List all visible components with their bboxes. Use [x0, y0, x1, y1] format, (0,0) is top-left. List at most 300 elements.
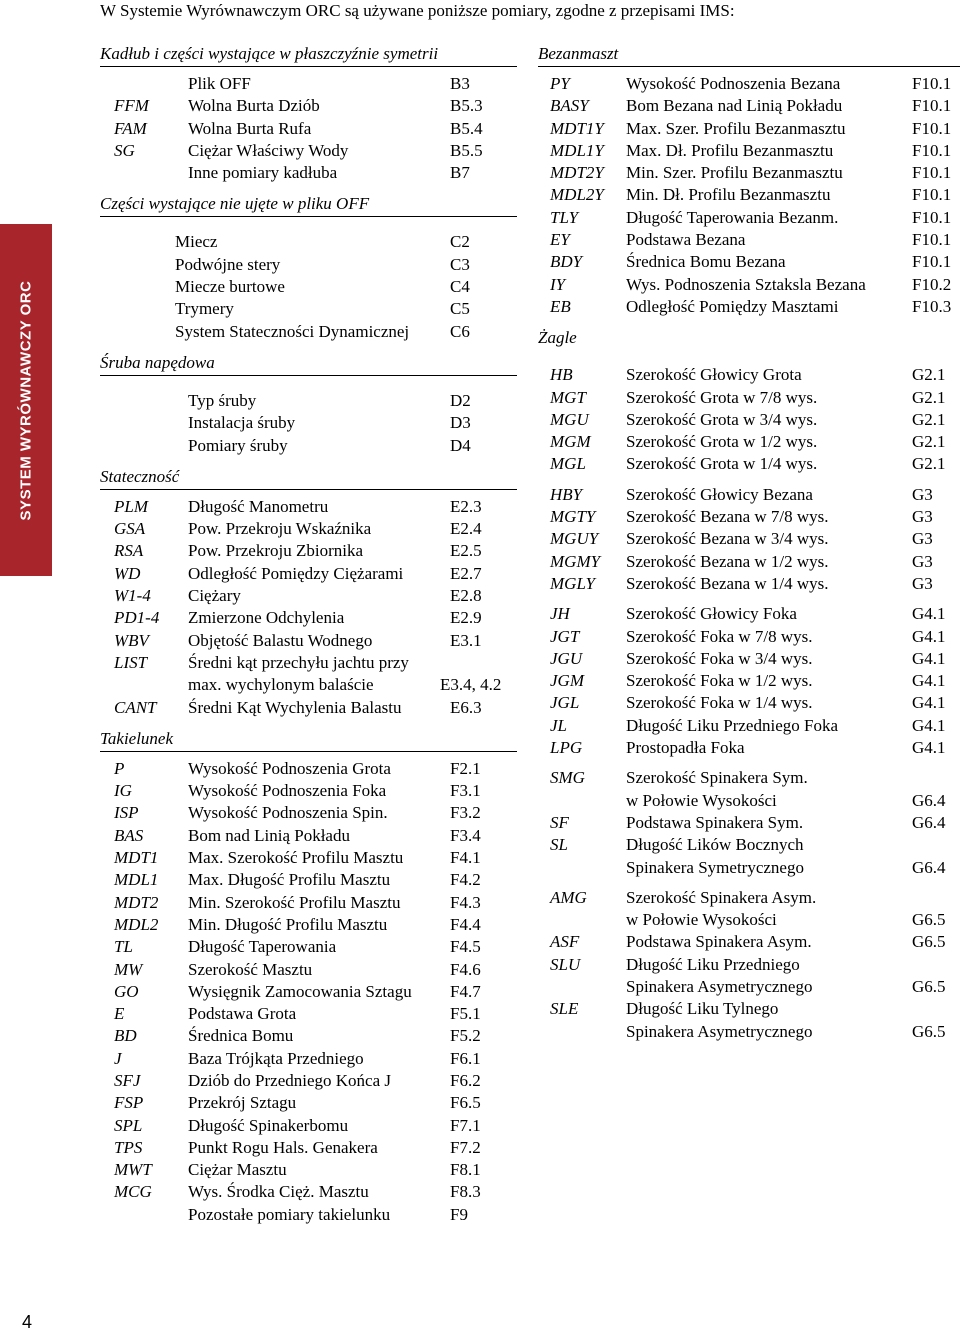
measurement-name: Długość Taperowania Bezanm. — [626, 207, 839, 227]
table-row — [100, 981, 517, 1003]
measurement-name: Wolna Burta Dziób — [188, 96, 320, 116]
table-row — [538, 506, 960, 528]
page-number: 4 — [22, 1312, 33, 1332]
table-row — [538, 364, 960, 386]
rule-reference: E2.4 — [450, 519, 482, 539]
measurement-name: Szerokość Grota w 7/8 wys. — [626, 387, 818, 407]
measurement-name: Wys. Środka Cięż. Masztu — [188, 1182, 369, 1202]
rule-reference: F6.2 — [450, 1070, 481, 1090]
rule-reference: C2 — [450, 232, 470, 252]
table-row — [538, 184, 960, 206]
measurement-name: Spinakera Symetrycznego — [626, 857, 804, 877]
table-row — [538, 812, 960, 834]
table-row — [538, 1021, 960, 1043]
table-row — [538, 409, 960, 431]
measurement-code: BAS — [114, 825, 144, 845]
rule-reference: G6.5 — [912, 910, 946, 930]
table-row — [538, 976, 960, 998]
rule-reference: F8.3 — [450, 1182, 481, 1202]
rule-reference: F7.2 — [450, 1137, 481, 1157]
rule-reference: D3 — [450, 413, 471, 433]
section-title: Bezanmaszt — [538, 42, 960, 67]
measurement-name: Wysięgnik Zamocowania Sztagu — [188, 981, 412, 1001]
rule-reference: G3 — [912, 573, 933, 593]
measurement-name: Szerokość Bezana w 1/2 wys. — [626, 551, 829, 571]
rule-reference: G6.4 — [912, 790, 946, 810]
measurement-code: P — [114, 758, 125, 778]
table-row — [100, 1159, 517, 1181]
measurement-name: Szerokość Masztu — [188, 959, 313, 979]
measurement-code: BASY — [550, 96, 589, 116]
table-row — [100, 697, 517, 719]
table-row — [538, 670, 960, 692]
table-row — [538, 73, 960, 95]
measurement-name: Pow. Przekroju Zbiornika — [188, 541, 364, 561]
table-row — [538, 692, 960, 714]
measurement-name: Szerokość Foka w 7/8 wys. — [626, 626, 813, 646]
rule-reference: C6 — [450, 321, 470, 341]
rule-reference: E2.8 — [450, 586, 482, 606]
table-row — [538, 648, 960, 670]
table-row — [538, 431, 960, 453]
table-row — [100, 758, 517, 780]
section-title: Żagle — [538, 328, 577, 348]
measurement-code: SLU — [550, 954, 581, 974]
table-row — [100, 674, 517, 696]
rule-reference: G2.1 — [912, 387, 946, 407]
rule-reference: F10.1 — [912, 163, 952, 183]
spacer — [538, 759, 960, 767]
rule-reference: G2.1 — [912, 432, 946, 452]
measurement-name: Ciężary — [188, 586, 241, 606]
measurement-code: RSA — [114, 541, 144, 561]
measurement-name: w Połowie Wysokości — [626, 910, 777, 930]
measurement-name: Wysokość Podnoszenia Bezana — [626, 74, 841, 93]
table-row — [538, 207, 960, 229]
rule-reference: F7.1 — [450, 1115, 481, 1135]
rule-reference: F5.1 — [450, 1004, 481, 1024]
table-row — [538, 296, 960, 318]
rule-reference: G4.1 — [912, 648, 946, 668]
measurement-code: CANT — [114, 697, 157, 717]
rule-reference: F4.3 — [450, 892, 481, 912]
measurement-name: Max. Szerokość Profilu Masztu — [188, 848, 404, 868]
measurement-name: Podstawa Spinakera Asym. — [626, 932, 812, 952]
rule-reference: F3.2 — [450, 803, 481, 823]
rule-reference: F10.1 — [912, 140, 952, 160]
measurement-name: Szerokość Bezana w 1/4 wys. — [626, 573, 829, 593]
table-row — [538, 140, 960, 162]
rule-reference: E2.9 — [450, 608, 482, 628]
rule-reference: B5.5 — [450, 140, 483, 160]
measurement-code: EY — [550, 230, 570, 250]
rule-reference: G3 — [912, 551, 933, 571]
measurement-name: Długość Liku Przedniego Foka — [626, 715, 838, 735]
measurement-code: MGTY — [550, 507, 596, 527]
side-tab — [0, 224, 52, 576]
rule-reference: F10.1 — [912, 96, 952, 116]
measurement-code: HBY — [550, 484, 583, 504]
measurement-name: Pomiary śruby — [188, 435, 288, 455]
side-tab-label: SYSTEM WYRÓWNAWCZY ORC — [17, 280, 35, 520]
table-row — [100, 435, 517, 457]
measurement-name: Wysokość Podnoszenia Grota — [188, 758, 391, 778]
rule-reference: F4.6 — [450, 959, 481, 979]
measurement-name: Długość Manometru — [188, 496, 329, 516]
table-row — [538, 229, 960, 251]
measurement-name: Spinakera Asymetrycznego — [626, 976, 813, 996]
rule-reference: G4.1 — [912, 738, 946, 758]
table-row — [100, 518, 517, 540]
spacer — [100, 457, 517, 465]
rule-reference: F9 — [450, 1204, 468, 1224]
rule-reference: F10.1 — [912, 74, 952, 93]
table-row — [538, 573, 960, 595]
measurement-name: Szerokość Grota w 3/4 wys. — [626, 409, 818, 429]
rule-reference: F10.3 — [912, 296, 952, 316]
rule-reference: D4 — [450, 435, 471, 455]
table-row — [100, 298, 517, 320]
measurement-code: JGT — [550, 626, 580, 646]
rule-reference: F4.4 — [450, 914, 481, 934]
measurement-name: Długość Taperowania — [188, 937, 337, 957]
table-row — [538, 715, 960, 737]
spacer — [100, 343, 517, 351]
measurement-code: WBV — [114, 630, 149, 650]
measurement-code: JL — [550, 715, 567, 735]
table-row — [538, 118, 960, 140]
measurement-name: max. wychylonym balaście — [188, 675, 374, 695]
spacer — [100, 719, 517, 727]
rule-reference: F4.7 — [450, 981, 481, 1001]
measurement-code: SMG — [550, 768, 585, 788]
table-row — [100, 140, 517, 162]
table-row — [100, 869, 517, 891]
table-row — [100, 1115, 517, 1137]
measurement-name: w Połowie Wysokości — [626, 790, 777, 810]
measurement-name: Zmierzone Odchylenia — [188, 608, 345, 628]
measurement-name: Przekrój Sztagu — [188, 1093, 297, 1113]
rule-reference: F3.4 — [450, 825, 481, 845]
measurement-name: Długość Liku Przedniego — [626, 954, 800, 974]
measurement-code: JGU — [550, 648, 583, 668]
measurement-name: Odległość Pomiędzy Ciężarami — [188, 563, 404, 583]
measurement-code: PY — [550, 74, 570, 93]
section-title: Kadłub i części wystające w płaszczyźnie symetrii — [100, 42, 517, 67]
measurement-name: Miecz — [175, 232, 218, 252]
measurement-code: SG — [114, 140, 135, 160]
measurement-code: TLY — [550, 207, 579, 227]
table-row — [100, 321, 517, 343]
measurement-code: FAM — [114, 118, 147, 138]
measurement-name: Średnica Bomu Bezana — [626, 252, 786, 272]
measurement-name: Typ śruby — [188, 390, 257, 410]
rule-reference: E2.5 — [450, 541, 482, 561]
table-row — [100, 652, 517, 674]
spacer — [538, 356, 960, 364]
table-row — [100, 780, 517, 802]
measurement-name: Średnica Bomu — [188, 1026, 294, 1046]
table-row — [100, 607, 517, 629]
rule-reference: E3.4, 4.2 — [440, 675, 502, 695]
measurement-name: Średni Kąt Wychylenia Balastu — [188, 697, 402, 717]
measurement-name: Szerokość Foka w 3/4 wys. — [626, 648, 813, 668]
measurement-code: MGM — [550, 432, 591, 452]
measurement-name: Szerokość Bezana w 7/8 wys. — [626, 507, 829, 527]
measurement-code: TPS — [114, 1137, 143, 1157]
table-row — [100, 1025, 517, 1047]
measurement-code: MDL2Y — [550, 185, 604, 205]
rule-reference: E2.3 — [450, 496, 482, 516]
measurement-name: Max. Długość Profilu Masztu — [188, 870, 391, 890]
measurement-name: Podstawa Bezana — [626, 230, 746, 250]
table-row — [100, 1204, 517, 1226]
table-row — [538, 551, 960, 573]
measurement-name: Podstawa Spinakera Sym. — [626, 812, 804, 832]
rule-reference: F10.1 — [912, 230, 952, 250]
measurement-name: Dziób do Przedniego Końca J — [188, 1070, 392, 1090]
measurement-name: Szerokość Grota w 1/4 wys. — [626, 454, 818, 474]
measurement-code: EB — [550, 296, 571, 316]
measurement-code: TL — [114, 937, 133, 957]
table-row — [538, 857, 960, 879]
measurement-name: Szerokość Foka w 1/4 wys. — [626, 693, 813, 713]
measurement-name: Wysokość Podnoszenia Spin. — [188, 803, 388, 823]
table-row — [100, 1048, 517, 1070]
measurement-name: Szerokość Bezana w 3/4 wys. — [626, 529, 829, 549]
table-row — [100, 390, 517, 412]
table-row — [538, 954, 960, 976]
measurement-name: Ciężar Masztu — [188, 1160, 287, 1180]
measurement-code: E — [114, 1004, 125, 1024]
measurement-code: MCG — [114, 1182, 152, 1202]
measurement-name: Baza Trójkąta Przedniego — [188, 1048, 364, 1068]
measurement-name: Szerokość Spinakera Asym. — [626, 887, 817, 907]
rule-reference: G2.1 — [912, 454, 946, 474]
spacer — [538, 595, 960, 603]
rule-reference: F4.1 — [450, 848, 481, 868]
spacer — [100, 223, 517, 231]
right-column — [538, 42, 960, 1043]
table-row — [100, 412, 517, 434]
measurement-code: MGU — [550, 409, 589, 429]
section-title: Takielunek — [100, 727, 517, 752]
measurement-name: Bom Bezana nad Linią Pokładu — [626, 96, 843, 116]
measurement-name: Instalacja śruby — [188, 413, 296, 433]
measurement-name: Średni kąt przechyłu jachtu przy — [188, 652, 409, 672]
rule-reference: G2.1 — [912, 409, 946, 429]
measurement-code: JGL — [550, 693, 580, 713]
table-row — [100, 118, 517, 140]
measurement-code: SPL — [114, 1115, 143, 1135]
rule-reference: C4 — [450, 277, 470, 297]
measurement-code: GSA — [114, 519, 146, 539]
measurement-name: Szerokość Głowicy Foka — [626, 604, 797, 624]
table-row — [100, 162, 517, 184]
measurement-name: Trymery — [175, 299, 234, 319]
measurement-code: MDT1Y — [550, 118, 604, 138]
rule-reference: E6.3 — [450, 697, 482, 717]
measurement-code: JGM — [550, 671, 584, 691]
measurement-code: SFJ — [114, 1070, 141, 1090]
section-title: Stateczność — [100, 465, 517, 490]
rule-reference: F10.1 — [912, 118, 952, 138]
measurement-code: FSP — [114, 1093, 144, 1113]
measurement-code: MDL1 — [114, 870, 159, 890]
table-row — [100, 540, 517, 562]
measurement-name: Długość Liku Tylnego — [626, 999, 779, 1019]
measurement-name: Prostopadła Foka — [626, 738, 745, 758]
measurement-code: BDY — [550, 252, 583, 272]
measurement-code: MDT2 — [114, 892, 159, 912]
rule-reference: G4.1 — [912, 715, 946, 735]
measurement-name: Objętość Balastu Wodnego — [188, 630, 373, 650]
table-row — [538, 767, 960, 789]
rule-reference: F10.2 — [912, 274, 952, 294]
measurement-code: MWT — [114, 1160, 152, 1180]
table-row — [538, 834, 960, 856]
measurement-name: System Stateczności Dynamicznej — [175, 321, 410, 341]
measurement-name: Wys. Podnoszenia Sztaksla Bezana — [626, 274, 866, 294]
measurement-code: WD — [114, 563, 141, 583]
table-row — [100, 802, 517, 824]
rule-reference: F3.1 — [450, 781, 481, 801]
rule-reference: D2 — [450, 390, 471, 410]
measurement-name: Szerokość Grota w 1/2 wys. — [626, 432, 818, 452]
table-row — [100, 585, 517, 607]
table-row — [538, 998, 960, 1020]
measurement-name: Szerokość Spinakera Sym. — [626, 768, 808, 788]
table-row — [100, 276, 517, 298]
rule-reference: G6.4 — [912, 812, 946, 832]
measurement-code: J — [114, 1048, 122, 1068]
measurement-code: BD — [114, 1026, 137, 1046]
rule-reference: C3 — [450, 254, 470, 274]
table-row — [100, 825, 517, 847]
measurement-code: MGUY — [550, 529, 599, 549]
rule-reference: F4.5 — [450, 937, 481, 957]
table-row — [538, 387, 960, 409]
table-row — [100, 1003, 517, 1025]
measurement-name: Min. Szerokość Profilu Masztu — [188, 892, 401, 912]
spacer — [100, 184, 517, 192]
measurement-code: MW — [114, 959, 143, 979]
rule-reference: G6.5 — [912, 1021, 946, 1041]
measurement-code: MGMY — [550, 551, 601, 571]
measurement-code: MGLY — [550, 573, 596, 593]
measurement-code: PD1-4 — [114, 608, 160, 628]
measurement-name: Max. Szer. Profilu Bezanmasztu — [626, 118, 846, 138]
rule-reference: G4.1 — [912, 693, 946, 713]
intro-text: W Systemie Wyrównawczym ORC są używane poniższe pomiary, zgodne z przepisami IMS: — [100, 1, 735, 20]
rule-reference: F6.5 — [450, 1093, 481, 1113]
measurement-code: MGT — [550, 387, 586, 407]
measurement-name: Pow. Przekroju Wskaźnika — [188, 519, 372, 539]
rule-reference: F6.1 — [450, 1048, 481, 1068]
measurement-name: Długość Spinakerbomu — [188, 1115, 349, 1135]
table-row — [100, 847, 517, 869]
spacer — [538, 318, 960, 326]
rule-reference: E2.7 — [450, 563, 482, 583]
rule-reference: G2.1 — [912, 365, 946, 385]
table-row — [538, 528, 960, 550]
table-row — [100, 630, 517, 652]
measurement-code: JH — [550, 604, 570, 624]
table-row — [538, 931, 960, 953]
table-row — [100, 1092, 517, 1114]
measurement-code: MDT2Y — [550, 163, 604, 183]
table-row — [538, 453, 960, 475]
measurement-code: HB — [550, 365, 573, 385]
table-row — [100, 1070, 517, 1092]
spacer — [538, 476, 960, 484]
table-row — [538, 484, 960, 506]
measurement-name: Miecze burtowe — [175, 277, 285, 297]
table-row — [100, 892, 517, 914]
table-row — [100, 959, 517, 981]
spacer — [538, 879, 960, 887]
measurement-name: Min. Dł. Profilu Bezanmasztu — [626, 185, 831, 205]
table-row — [100, 496, 517, 518]
rule-reference: B7 — [450, 163, 470, 183]
measurement-code: IY — [550, 274, 566, 294]
table-row — [100, 936, 517, 958]
measurement-code: AMG — [550, 887, 587, 907]
measurement-name: Pozostałe pomiary takielunku — [188, 1204, 391, 1224]
rule-reference: G6.5 — [912, 932, 946, 952]
measurement-name: Plik OFF — [188, 74, 251, 93]
table-row — [100, 95, 517, 117]
measurement-name: Spinakera Asymetrycznego — [626, 1021, 813, 1041]
rule-reference: G4.1 — [912, 626, 946, 646]
rule-reference: B3 — [450, 74, 470, 93]
measurement-name: Inne pomiary kadłuba — [188, 163, 338, 183]
measurement-name: Min. Szer. Profilu Bezanmasztu — [626, 163, 843, 183]
measurement-code: SL — [550, 835, 568, 855]
table-row — [100, 254, 517, 276]
table-row — [538, 626, 960, 648]
measurement-code: MDL1Y — [550, 140, 604, 160]
spacer — [100, 382, 517, 390]
rule-reference: G4.1 — [912, 604, 946, 624]
measurement-code: LPG — [550, 738, 583, 758]
rule-reference: F4.2 — [450, 870, 481, 890]
section-title: Części wystające nie ujęte w pliku OFF — [100, 192, 517, 217]
rule-reference: F8.1 — [450, 1160, 481, 1180]
left-column — [100, 42, 517, 1226]
rule-reference: B5.4 — [450, 118, 483, 138]
table-row — [538, 274, 960, 296]
table-row — [100, 563, 517, 585]
measurement-code: PLM — [114, 496, 148, 516]
table-row — [538, 737, 960, 759]
measurement-name: Wysokość Podnoszenia Foka — [188, 781, 387, 801]
measurement-code: MDL2 — [114, 914, 159, 934]
rule-reference: F5.2 — [450, 1026, 481, 1046]
table-row — [538, 251, 960, 273]
measurement-code: LIST — [114, 652, 148, 672]
measurement-name: Wolna Burta Rufa — [188, 118, 312, 138]
measurement-name: Max. Dł. Profilu Bezanmasztu — [626, 140, 834, 160]
rule-reference: F2.1 — [450, 758, 481, 778]
rule-reference: F10.1 — [912, 252, 952, 272]
measurement-name: Punkt Rogu Hals. Genakera — [188, 1137, 378, 1157]
measurement-name: Bom nad Linią Pokładu — [188, 825, 350, 845]
table-row — [538, 95, 960, 117]
measurement-name: Długość Lików Bocznych — [626, 835, 804, 855]
rule-reference: C5 — [450, 299, 470, 319]
measurement-code: ISP — [114, 803, 139, 823]
